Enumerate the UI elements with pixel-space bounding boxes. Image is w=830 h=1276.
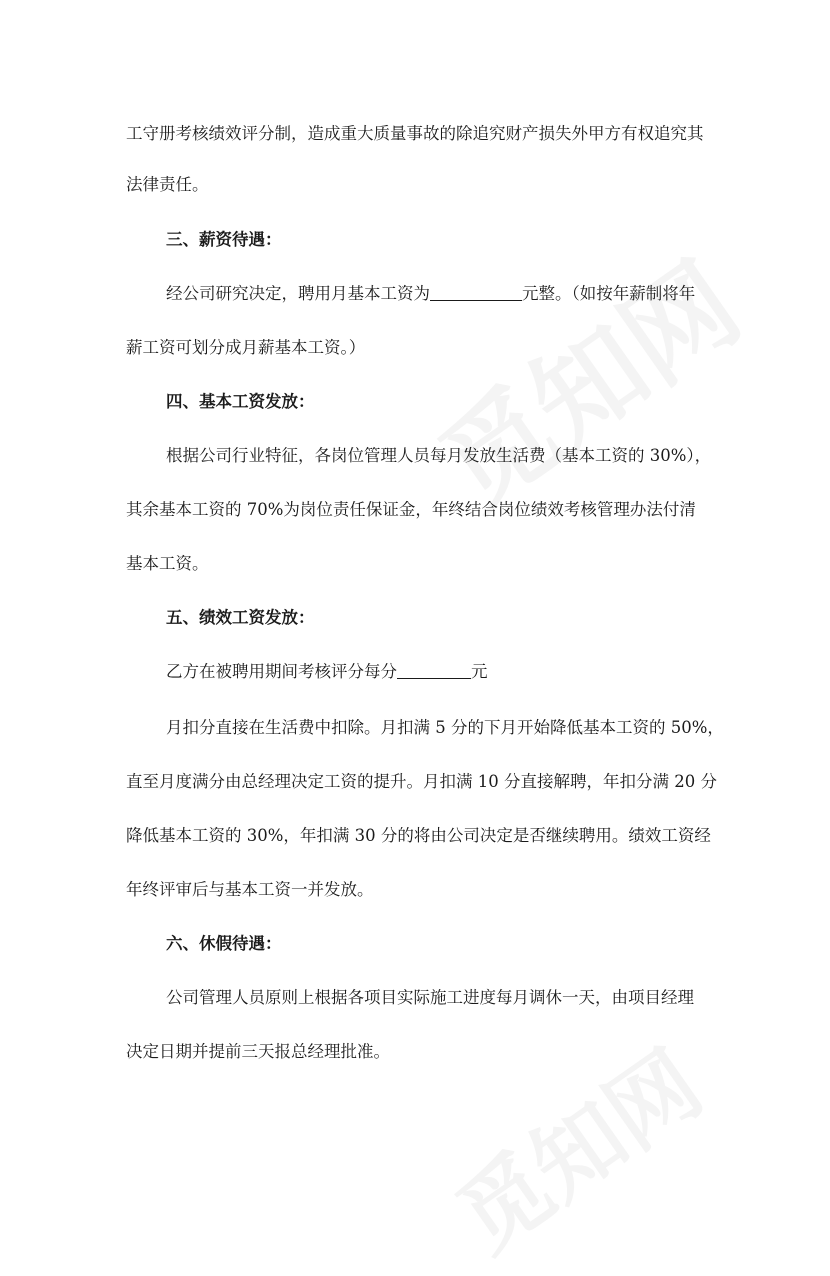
score-blank-field: [397, 660, 471, 679]
section-heading-base-pay: 四、基本工资发放：: [166, 392, 315, 411]
paragraph-line: 基本工资。: [126, 554, 209, 573]
score-unit: 元: [471, 662, 488, 681]
paragraph-line: 其余基本工资的 70%为岗位责任保证金，年终结合岗位绩效考核管理办法付清: [126, 500, 696, 519]
paragraph-line: 决定日期并提前三天报总经理批准。: [126, 1042, 390, 1061]
score-text: 乙方在被聘用期间考核评分每分: [166, 662, 397, 681]
salary-text-suffix: 元整。（如按年薪制将年: [522, 284, 696, 303]
paragraph-line: 公司管理人员原则上根据各项目实际施工进度每月调休一天，由项目经理: [166, 988, 694, 1007]
section-heading-leave: 六、休假待遇：: [166, 934, 282, 953]
paragraph-line: 月扣分直接在生活费中扣除。月扣满 5 分的下月开始降低基本工资的 50%，: [166, 718, 724, 737]
paragraph-line: 降低基本工资的 30%，年扣满 30 分的将由公司决定是否继续聘用。绩效工资经: [126, 826, 711, 845]
section-heading-performance-pay: 五、绩效工资发放：: [166, 608, 315, 627]
paragraph-line: [0, 660, 830, 684]
watermark: [405, 220, 766, 539]
salary-text: 经公司研究决定，聘用月基本工资为: [166, 284, 430, 303]
paragraph-line: 法律责任。: [126, 175, 209, 194]
paragraph-line: 工守册考核绩效评分制，造成重大质量事故的除追究财产损失外甲方有权追究其: [126, 124, 704, 143]
salary-blank-field: [430, 282, 522, 301]
paragraph-line: [0, 282, 830, 306]
paragraph-line: 根据公司行业特征，各岗位管理人员每月发放生活费（基本工资的 30%），: [166, 446, 712, 465]
paragraph-line: 直至月度满分由总经理决定工资的提升。月扣满 10 分直接解聘，年扣分满 20 分: [126, 772, 717, 791]
paragraph-line: 薪工资可划分成月薪基本工资。）: [126, 338, 366, 357]
section-heading-salary: 三、薪资待遇：: [166, 230, 282, 249]
paragraph-line: 年终评审后与基本工资一并发放。: [126, 880, 374, 899]
